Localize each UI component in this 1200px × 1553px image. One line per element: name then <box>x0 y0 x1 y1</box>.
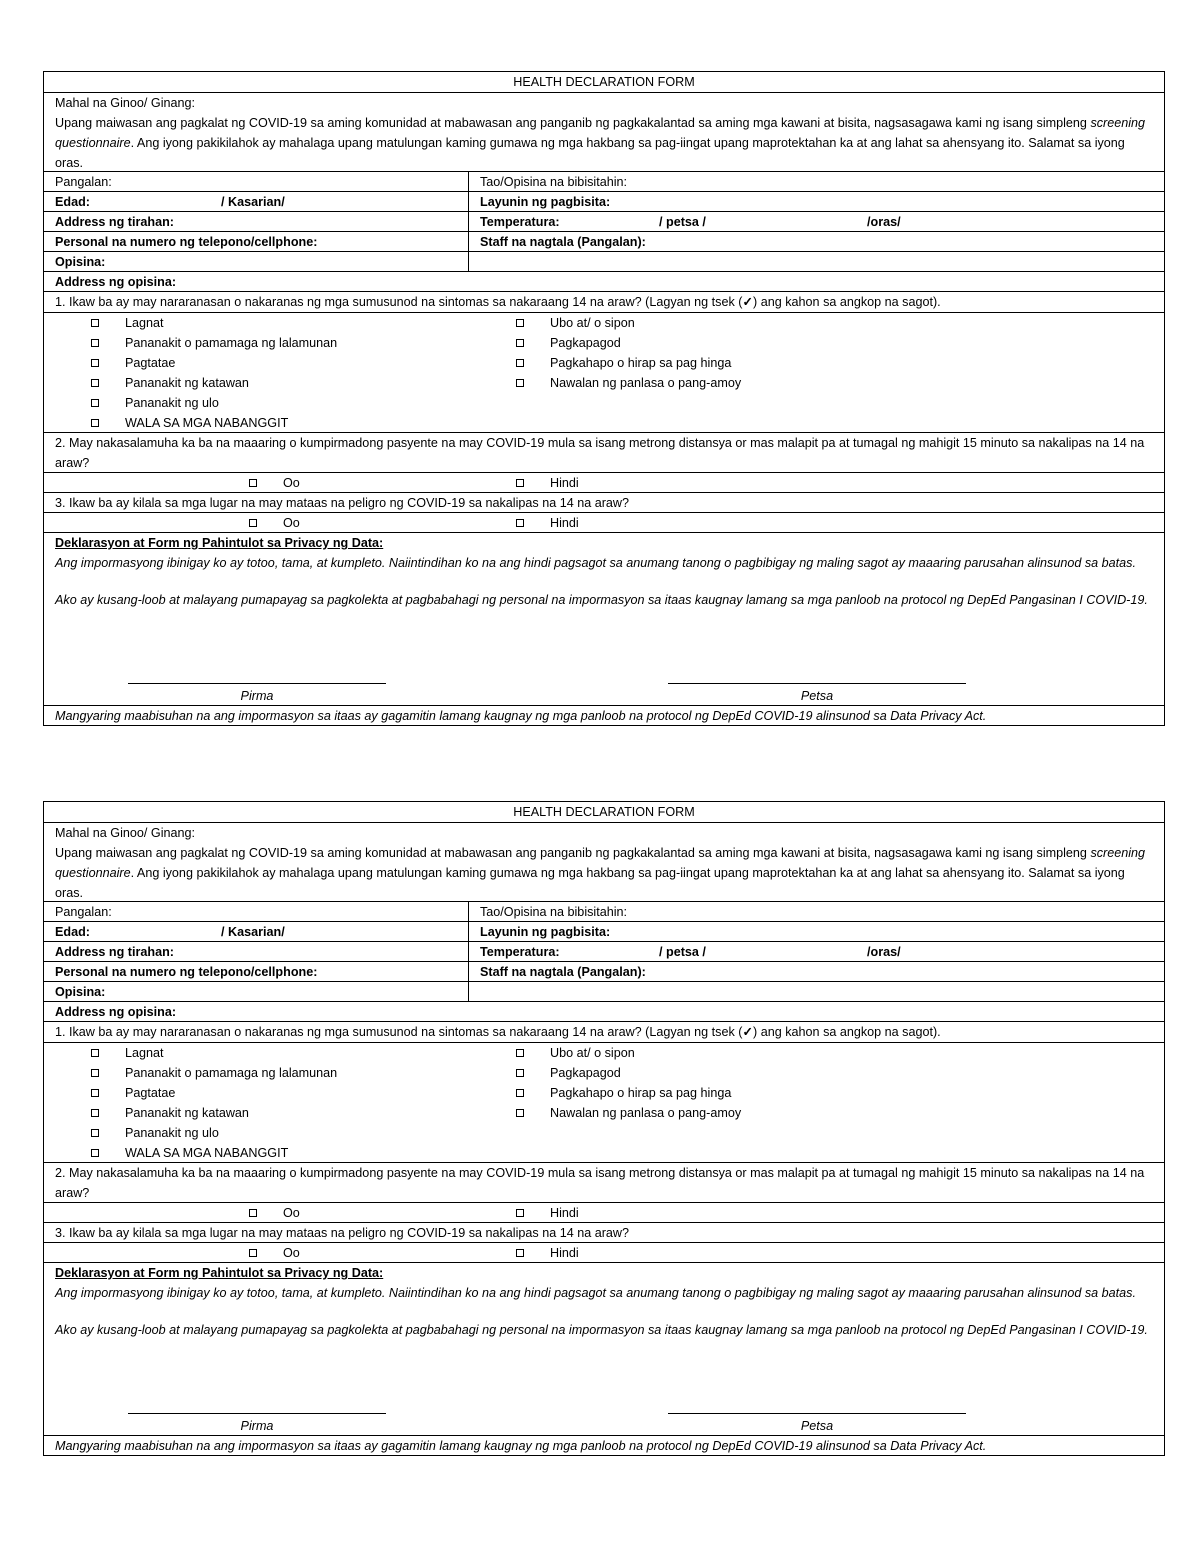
checkbox-icon[interactable] <box>516 1069 524 1077</box>
symptom-item[interactable]: Pananakit o pamamaga ng lalamunan <box>91 1063 514 1083</box>
checkbox-icon[interactable] <box>249 1209 257 1217</box>
kasarian-field[interactable]: / Kasarian/ <box>221 925 285 939</box>
question-3-answers <box>44 512 1164 532</box>
declaration-heading: Deklarasyon at Form ng Pahintulot sa Privacy ng Data: <box>55 536 384 550</box>
answer-no[interactable]: Hindi <box>516 473 579 493</box>
symptoms-right-column <box>514 1043 1164 1162</box>
row-age <box>44 191 1164 211</box>
checkmark-icon: ✓ <box>742 1025 754 1039</box>
petsa-field[interactable]: / petsa / <box>659 945 706 959</box>
declaration-text-2: Ako ay kusang-loob at malayang pumapayag sa pagkolekta at pagbabahagi ng personal na impormasyon sa itaas kaugnay lamang sa mga panloob na protocol ng DepEd Pangasinan I COVID-19. <box>55 593 1148 607</box>
row-office <box>44 981 1164 1001</box>
question-2-answers <box>44 472 1164 492</box>
checkbox-icon[interactable] <box>516 479 524 487</box>
blank-cell <box>469 982 1164 1001</box>
row-name <box>44 171 1164 191</box>
symptom-item[interactable]: Ubo at/ o sipon <box>516 1043 1164 1063</box>
date-line[interactable] <box>668 683 966 684</box>
answer-yes[interactable]: Oo <box>249 1243 300 1263</box>
answer-no[interactable]: Hindi <box>516 513 579 533</box>
answer-no[interactable]: Hindi <box>516 1243 579 1263</box>
privacy-footer: Mangyaring maabisuhan na ang impormasyon sa itaas ay gagamitin lamang kaugnay ng mga panloob na protocol ng DepEd COVID-19 alinsunod sa Data Privacy Act. <box>44 705 1164 725</box>
symptom-item[interactable]: Pagtatae <box>91 1083 514 1103</box>
symptom-item[interactable]: Lagnat <box>91 1043 514 1063</box>
symptoms-left-column <box>44 313 514 432</box>
salutation: Mahal na Ginoo/ Ginang: <box>55 826 196 840</box>
health-declaration-form-1 <box>43 71 1165 726</box>
temperatura-field[interactable]: Temperatura: / petsa / /oras/ <box>469 942 1164 961</box>
health-declaration-form-2 <box>43 801 1165 1456</box>
tao-opisina-field[interactable]: Tao/Opisina na bibisitahin: <box>480 175 628 189</box>
checkbox-icon[interactable] <box>249 479 257 487</box>
salutation: Mahal na Ginoo/ Ginang: <box>55 96 196 110</box>
declaration-section <box>44 532 1164 705</box>
checkbox-icon[interactable] <box>516 519 524 527</box>
form-title: HEALTH DECLARATION FORM <box>513 805 695 819</box>
telepono-field[interactable]: Personal na numero ng telepono/cellphone: <box>44 232 469 251</box>
checkbox-icon[interactable] <box>516 339 524 347</box>
symptom-item[interactable]: Pagkapagod <box>516 333 1164 353</box>
answer-no[interactable]: Hindi <box>516 1203 579 1223</box>
symptom-item[interactable]: Nawalan ng panlasa o pang-amoy <box>516 1103 1164 1123</box>
symptom-item[interactable]: Pananakit ng katawan <box>91 373 514 393</box>
symptom-item[interactable]: Pananakit ng ulo <box>91 393 514 413</box>
checkbox-icon[interactable] <box>516 379 524 387</box>
signature-label: Pirma <box>240 689 274 703</box>
row-office <box>44 251 1164 271</box>
checkbox-icon[interactable] <box>91 1089 99 1097</box>
checkbox-icon[interactable] <box>249 1249 257 1257</box>
row-address <box>44 941 1164 961</box>
telepono-field[interactable]: Personal na numero ng telepono/cellphone: <box>44 962 469 981</box>
checkbox-icon[interactable] <box>516 1249 524 1257</box>
answer-yes[interactable]: Oo <box>249 513 300 533</box>
address-field[interactable]: Address ng tirahan: <box>44 942 469 961</box>
symptom-item[interactable]: Pagkahapo o hirap sa pag hinga <box>516 353 1164 373</box>
question-3: 3. Ikaw ba ay kilala sa mga lugar na may mataas na peligro ng COVID-19 sa nakalipas na 14 na araw? <box>44 1222 1164 1242</box>
form-title: HEALTH DECLARATION FORM <box>513 75 695 89</box>
staff-field[interactable]: Staff na nagtala (Pangalan): <box>480 235 646 249</box>
checkmark-icon: ✓ <box>742 295 754 309</box>
checkbox-icon[interactable] <box>91 1049 99 1057</box>
oras-field[interactable]: /oras/ <box>867 215 901 229</box>
layunin-field[interactable]: Layunin ng pagbisita: <box>480 925 611 939</box>
question-3: 3. Ikaw ba ay kilala sa mga lugar na may mataas na peligro ng COVID-19 sa nakalipas na 14 na araw? <box>44 492 1164 512</box>
signature-label: Pirma <box>240 1419 274 1433</box>
oras-field[interactable]: /oras/ <box>867 945 901 959</box>
pangalan-field[interactable]: Pangalan: <box>44 172 469 191</box>
symptom-item[interactable]: WALA SA MGA NABANGGIT <box>91 1143 514 1163</box>
checkbox-icon[interactable] <box>516 1089 524 1097</box>
checkbox-icon[interactable] <box>91 319 99 327</box>
date-label: Petsa <box>800 689 834 703</box>
symptom-item[interactable]: Pagkapagod <box>516 1063 1164 1083</box>
symptom-checklist <box>44 312 1164 432</box>
row-phone <box>44 961 1164 981</box>
symptom-item[interactable]: Pagkahapo o hirap sa pag hinga <box>516 1083 1164 1103</box>
declaration-text-1: Ang impormasyong ibinigay ko ay totoo, tama, at kumpleto. Naiintindihan ko na ang hindi pagsagot sa anumang tanong o pagbibigay ng maling sagot ay maaaring parusahan alinsunod sa batas. <box>55 1286 1136 1300</box>
intro-text: Upang maiwasan ang pagkalat ng COVID-19 sa aming komunidad at mabawasan ang panganib ng pagkakalantad sa aming mga kawani at bisita, nagsasagawa kami ng isang simpleng screening questionnaire. Ang iyong pakikilahok ay mahalaga upang matulungan kaming gumawa ng mga hakbang sa pag-iingat upang maprotektahan ka at ang lahat sa ahensyang ito. Salamat sa iyong oras. <box>55 116 1146 170</box>
checkbox-icon[interactable] <box>91 379 99 387</box>
symptoms-left-column <box>44 1043 514 1162</box>
question-1: 1. Ikaw ba ay may nararanasan o nakaranas ng mga sumusunod na sintomas sa nakaraang 14 na araw? (Lagyan ng tsek (✓) ang kahon sa angkop na sagot). <box>44 291 1164 312</box>
checkbox-icon[interactable] <box>516 319 524 327</box>
row-office-address <box>44 1001 1164 1021</box>
layunin-field[interactable]: Layunin ng pagbisita: <box>480 195 611 209</box>
pangalan-field[interactable]: Pangalan: <box>44 902 469 921</box>
row-address <box>44 211 1164 231</box>
question-1: 1. Ikaw ba ay may nararanasan o nakaranas ng mga sumusunod na sintomas sa nakaraang 14 na araw? (Lagyan ng tsek (✓) ang kahon sa angkop na sagot). <box>44 1021 1164 1042</box>
checkbox-icon[interactable] <box>91 419 99 427</box>
signature-line[interactable] <box>128 683 386 684</box>
declaration-heading: Deklarasyon at Form ng Pahintulot sa Privacy ng Data: <box>55 1266 384 1280</box>
checkbox-icon[interactable] <box>249 519 257 527</box>
opisina-field[interactable]: Opisina: <box>44 982 469 1001</box>
checkbox-icon[interactable] <box>91 339 99 347</box>
row-age <box>44 921 1164 941</box>
answer-yes[interactable]: Oo <box>249 1203 300 1223</box>
row-name <box>44 901 1164 921</box>
address-opisina-field[interactable]: Address ng opisina: <box>55 1005 177 1019</box>
checkbox-icon[interactable] <box>91 359 99 367</box>
symptom-item[interactable]: Nawalan ng panlasa o pang-amoy <box>516 373 1164 393</box>
declaration-text-1: Ang impormasyong ibinigay ko ay totoo, tama, at kumpleto. Naiintindihan ko na ang hindi pagsagot sa anumang tanong o pagbibigay ng maling sagot ay maaaring parusahan alinsunod sa batas. <box>55 556 1136 570</box>
blank-cell <box>469 252 1164 271</box>
checkbox-icon[interactable] <box>516 1209 524 1217</box>
edad-field[interactable]: Edad: / Kasarian/ <box>44 192 469 211</box>
symptom-item[interactable]: Lagnat <box>91 313 514 333</box>
date-label: Petsa <box>800 1419 834 1433</box>
question-2: 2. May nakasalamuha ka ba na maaaring o kumpirmadong pasyente na may COVID-19 mula sa isang metrong distansya or mas malapit pa at tumagal ng mahigit 15 minuto sa nakalipas na 14 na araw? <box>44 432 1164 472</box>
address-field[interactable]: Address ng tirahan: <box>44 212 469 231</box>
question-3-answers <box>44 1242 1164 1262</box>
opisina-field[interactable]: Opisina: <box>44 252 469 271</box>
question-2-answers <box>44 1202 1164 1222</box>
declaration-text-2: Ako ay kusang-loob at malayang pumapayag sa pagkolekta at pagbabahagi ng personal na impormasyon sa itaas kaugnay lamang sa mga panloob na protocol ng DepEd Pangasinan I COVID-19. <box>55 1323 1148 1337</box>
privacy-footer: Mangyaring maabisuhan na ang impormasyon sa itaas ay gagamitin lamang kaugnay ng mga panloob na protocol ng DepEd COVID-19 alinsunod sa Data Privacy Act. <box>44 1435 1164 1455</box>
symptom-item[interactable]: Pananakit ng ulo <box>91 1123 514 1143</box>
symptom-item[interactable]: Pananakit ng katawan <box>91 1103 514 1123</box>
checkbox-icon[interactable] <box>91 1109 99 1117</box>
tao-opisina-field[interactable]: Tao/Opisina na bibisitahin: <box>480 905 628 919</box>
temperatura-field[interactable]: Temperatura: / petsa / /oras/ <box>469 212 1164 231</box>
address-opisina-field[interactable]: Address ng opisina: <box>55 275 177 289</box>
symptom-item[interactable]: Pananakit o pamamaga ng lalamunan <box>91 333 514 353</box>
checkbox-icon[interactable] <box>91 399 99 407</box>
intro-section <box>44 822 1164 901</box>
checkbox-icon[interactable] <box>516 1049 524 1057</box>
signature-line[interactable] <box>128 1413 386 1414</box>
symptom-item[interactable]: Pagtatae <box>91 353 514 373</box>
date-line[interactable] <box>668 1413 966 1414</box>
petsa-field[interactable]: / petsa / <box>659 215 706 229</box>
symptom-item[interactable]: WALA SA MGA NABANGGIT <box>91 413 514 433</box>
checkbox-icon[interactable] <box>516 359 524 367</box>
checkbox-icon[interactable] <box>91 1129 99 1137</box>
row-office-address <box>44 271 1164 291</box>
checkbox-icon[interactable] <box>516 1109 524 1117</box>
checkbox-icon[interactable] <box>91 1149 99 1157</box>
edad-field[interactable]: Edad: / Kasarian/ <box>44 922 469 941</box>
symptom-checklist <box>44 1042 1164 1162</box>
symptom-item[interactable]: Ubo at/ o sipon <box>516 313 1164 333</box>
kasarian-field[interactable]: / Kasarian/ <box>221 195 285 209</box>
row-phone <box>44 231 1164 251</box>
symptoms-right-column <box>514 313 1164 432</box>
intro-text: Upang maiwasan ang pagkalat ng COVID-19 sa aming komunidad at mabawasan ang panganib ng pagkakalantad sa aming mga kawani at bisita, nagsasagawa kami ng isang simpleng screening questionnaire. Ang iyong pakikilahok ay mahalaga upang matulungan kaming gumawa ng mga hakbang sa pag-iingat upang maprotektahan ka at ang lahat sa ahensyang ito. Salamat sa iyong oras. <box>55 846 1146 900</box>
question-2: 2. May nakasalamuha ka ba na maaaring o kumpirmadong pasyente na may COVID-19 mula sa isang metrong distansya or mas malapit pa at tumagal ng mahigit 15 minuto sa nakalipas na 14 na araw? <box>44 1162 1164 1202</box>
staff-field[interactable]: Staff na nagtala (Pangalan): <box>480 965 646 979</box>
intro-section <box>44 92 1164 171</box>
checkbox-icon[interactable] <box>91 1069 99 1077</box>
declaration-section <box>44 1262 1164 1435</box>
answer-yes[interactable]: Oo <box>249 473 300 493</box>
